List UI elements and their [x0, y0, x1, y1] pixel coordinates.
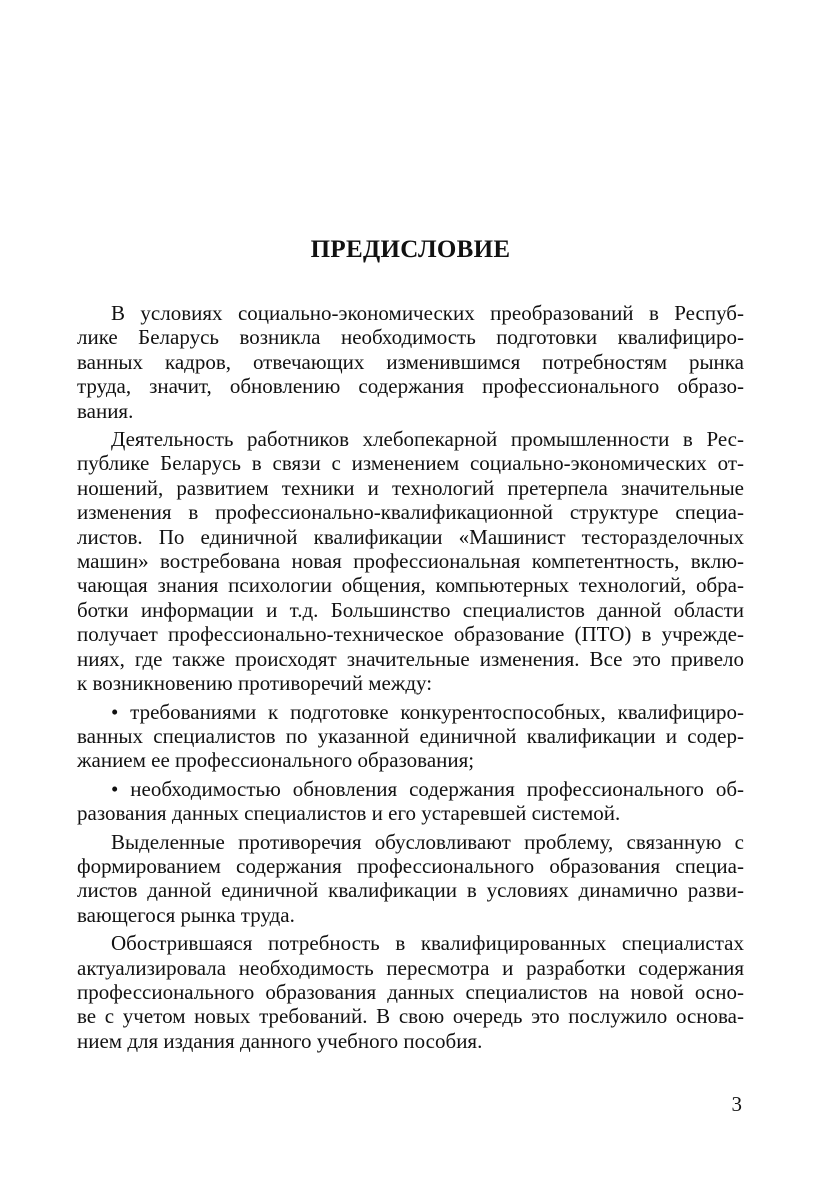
- bullet-item-2: [77, 777, 744, 826]
- text-line: лике Беларусь возникла необходимость подготовки квалифициро-: [77, 325, 744, 350]
- text-line: Обострившаяся потребность в квалифицированных специалистах: [111, 931, 744, 956]
- text-line: листов данной единичной квалификации в условиях динамично разви-: [77, 878, 744, 903]
- text-line: • необходимостью обновления содержания профессионального об-: [111, 776, 744, 801]
- text-line: • требованиями к подготовке конкурентоспособных, квалифициро-: [111, 699, 744, 724]
- text-line: ношений, развитием техники и технологий претерпела значительные: [77, 475, 744, 500]
- text-line: разования данных специалистов и его устаревшей системой.: [77, 801, 621, 826]
- paragraph-4: [77, 931, 744, 1053]
- text-line: ботки информации и т.д. Большинство специалистов данной области: [77, 597, 744, 622]
- text-line: листов. По единичной квалификации «Машинист тесторазделочных: [77, 524, 744, 549]
- text-line: В условиях социально-экономических преобразований в Респуб-: [111, 301, 744, 325]
- page-number: 3: [731, 1092, 742, 1116]
- text-line: получает профессионально-техническое образование (ПТО) в учрежде-: [77, 622, 744, 647]
- text-line: ве с учетом новых требований. В свою очередь это послужило основа-: [77, 1004, 744, 1029]
- text-line: публике Беларусь в связи с изменением социально-экономических от-: [77, 451, 744, 476]
- text-line: актуализировала необходимость пересмотра и разработки содержания: [77, 955, 744, 980]
- text-line: труда, значит, обновлению содержания профессионального образо-: [77, 374, 744, 399]
- text-line: к возникновению противоречий между:: [77, 671, 433, 696]
- text-line: формированием содержания профессионального образования специа-: [77, 853, 744, 878]
- paragraph-1: [77, 301, 744, 423]
- page-title: ПРЕДИСЛОВИЕ: [310, 236, 511, 263]
- bullet-item-1: [77, 700, 744, 773]
- text-line: изменения в профессионально-квалификационной структуре специа-: [77, 500, 744, 525]
- text-line: Выделенные противоречия обусловливают проблему, связанную с: [111, 829, 744, 854]
- text-line: вания.: [77, 398, 134, 423]
- paragraph-2: [77, 427, 744, 695]
- text-line: машин» востребована новая профессиональная компетентность, вклю-: [77, 549, 744, 574]
- text-line: чающая знания психологии общения, компьютерных технологий, обра-: [77, 573, 744, 598]
- text-line: Деятельность работников хлебопекарной промышленности в Рес-: [111, 427, 744, 452]
- text-line: жанием ее профессионального образования;: [77, 748, 475, 773]
- document-page: [77, 0, 744, 1182]
- text-line: нием для издания данного учебного пособия.: [77, 1028, 483, 1053]
- text-line: ниях, где также происходят значительные изменения. Все это привело: [77, 646, 744, 671]
- text-line: ванных кадров, отвечающих изменившимся потребностям рынка: [77, 349, 744, 374]
- body-text: [77, 301, 744, 1053]
- text-line: ванных специалистов по указанной единичной квалификации и содер-: [77, 723, 744, 748]
- text-line: профессионального образования данных специалистов на новой осно-: [77, 979, 744, 1004]
- text-line: вающегося рынка труда.: [77, 902, 295, 927]
- paragraph-3: [77, 830, 744, 928]
